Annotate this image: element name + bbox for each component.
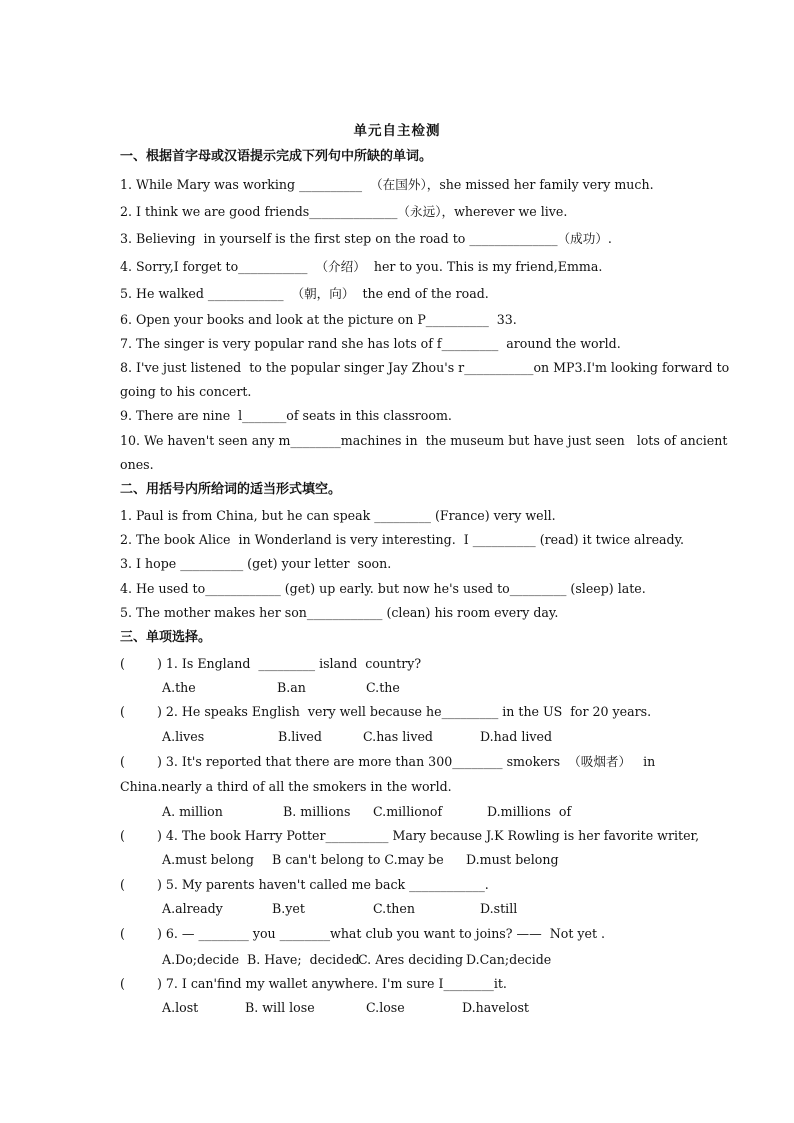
section2-item: 1. Paul is from China, but he can speak _________ (France) very well. bbox=[120, 508, 556, 523]
option-b: B.yet bbox=[272, 901, 305, 916]
section1-item: 10. We haven't seen any m________machines in the museum but have just seen lots of ancient bbox=[120, 433, 728, 448]
question-stem: ( ) 7. I can'find my wallet anywhere. I'm sure I________it. bbox=[120, 976, 507, 991]
option-a: A.lost bbox=[162, 1000, 199, 1015]
option-d: D.had lived bbox=[480, 729, 553, 744]
section1-item: ones. bbox=[120, 457, 154, 472]
page-title: 单元自主检测 bbox=[353, 123, 441, 139]
section1-item: 5. He walked ____________ （朝，向） the end of the road. bbox=[120, 286, 489, 301]
section1-item: 6. Open your books and look at the picture on P__________ 33. bbox=[120, 312, 517, 327]
option-a: A.the bbox=[162, 680, 196, 695]
section2-heading: 二、用括号内所给词的适当形式填空。 bbox=[120, 482, 342, 497]
section1-item: 2. I think we are good friends______________（永远），wherever we live. bbox=[120, 204, 568, 219]
option-b: B can't belong to C.may be bbox=[272, 852, 444, 867]
option-c: C.millionof bbox=[373, 804, 443, 819]
option-a: A.Do;decide bbox=[162, 952, 240, 967]
question-stem-continued: China.nearly a third of all the smokers in the world. bbox=[120, 779, 452, 794]
section1-item: 8. I've just listened to the popular singer Jay Zhou's r___________on MP3.I'm looking forward to bbox=[120, 360, 730, 375]
option-c: C.then bbox=[373, 901, 415, 916]
question-stem: ( ) 6. — ________ you ________what club you want to joins? —— Not yet . bbox=[120, 926, 606, 941]
section1-item: 1. While Mary was working __________ （在国外），she missed her family very much. bbox=[120, 177, 654, 192]
option-d: D.still bbox=[480, 901, 518, 916]
option-a: A.must belong bbox=[162, 852, 254, 867]
section1-item: going to his concert. bbox=[120, 384, 252, 399]
section3-heading: 三、单项选择。 bbox=[120, 630, 212, 645]
section1-item: 4. Sorry,I forget to___________ （介绍） her to you. This is my friend,Emma. bbox=[120, 259, 603, 274]
option-a: A.already bbox=[162, 901, 223, 916]
section2-item: 3. I hope __________ (get) your letter soon. bbox=[120, 556, 392, 571]
option-b: B.an bbox=[277, 680, 306, 695]
question-stem: ( ) 1. Is England _________ island country? bbox=[120, 656, 422, 671]
option-d: D.must belong bbox=[466, 852, 559, 867]
section1-item: 9. There are nine l_______of seats in this classroom. bbox=[120, 408, 452, 423]
option-b: B. millions bbox=[283, 804, 351, 819]
section2-item: 5. The mother makes her son____________ (clean) his room every day. bbox=[120, 605, 559, 620]
option-c: C. Ares deciding bbox=[358, 952, 464, 967]
option-a: A.lives bbox=[162, 729, 205, 744]
section1-item: 7. The singer is very popular rand she has lots of f_________ around the world. bbox=[120, 336, 621, 351]
option-d: D.millions of bbox=[487, 804, 572, 819]
option-c: C.the bbox=[366, 680, 400, 695]
question-stem: ( ) 2. He speaks English very well because he_________ in the US for 20 years. bbox=[120, 704, 652, 719]
section1-heading: 一、根据首字母或汉语提示完成下列句中所缺的单词。 bbox=[120, 149, 433, 164]
option-a: A. million bbox=[162, 804, 223, 819]
option-b: B.lived bbox=[278, 729, 322, 744]
option-b: B. Have; decided bbox=[247, 952, 360, 967]
option-c: C.has lived bbox=[363, 729, 433, 744]
option-b: B. will lose bbox=[245, 1000, 315, 1015]
option-d: D.havelost bbox=[462, 1000, 529, 1015]
question-stem: ( ) 3. It's reported that there are more than 300________ smokers （吸烟者） in bbox=[120, 754, 656, 769]
question-stem: ( ) 5. My parents haven't called me back ____________. bbox=[120, 877, 489, 892]
section2-item: 2. The book Alice in Wonderland is very interesting. I __________ (read) it twice already. bbox=[120, 532, 685, 547]
option-d: D.Can;decide bbox=[466, 952, 552, 967]
section1-item: 3. Believing in yourself is the first step on the road to ______________（成功）. bbox=[120, 231, 612, 246]
question-stem: ( ) 4. The book Harry Potter__________ Mary because J.K Rowling is her favorite writer, bbox=[120, 828, 700, 843]
option-c: C.lose bbox=[366, 1000, 405, 1015]
section2-item: 4. He used to____________ (get) up early. but now he's used to_________ (sleep) late. bbox=[120, 581, 646, 596]
